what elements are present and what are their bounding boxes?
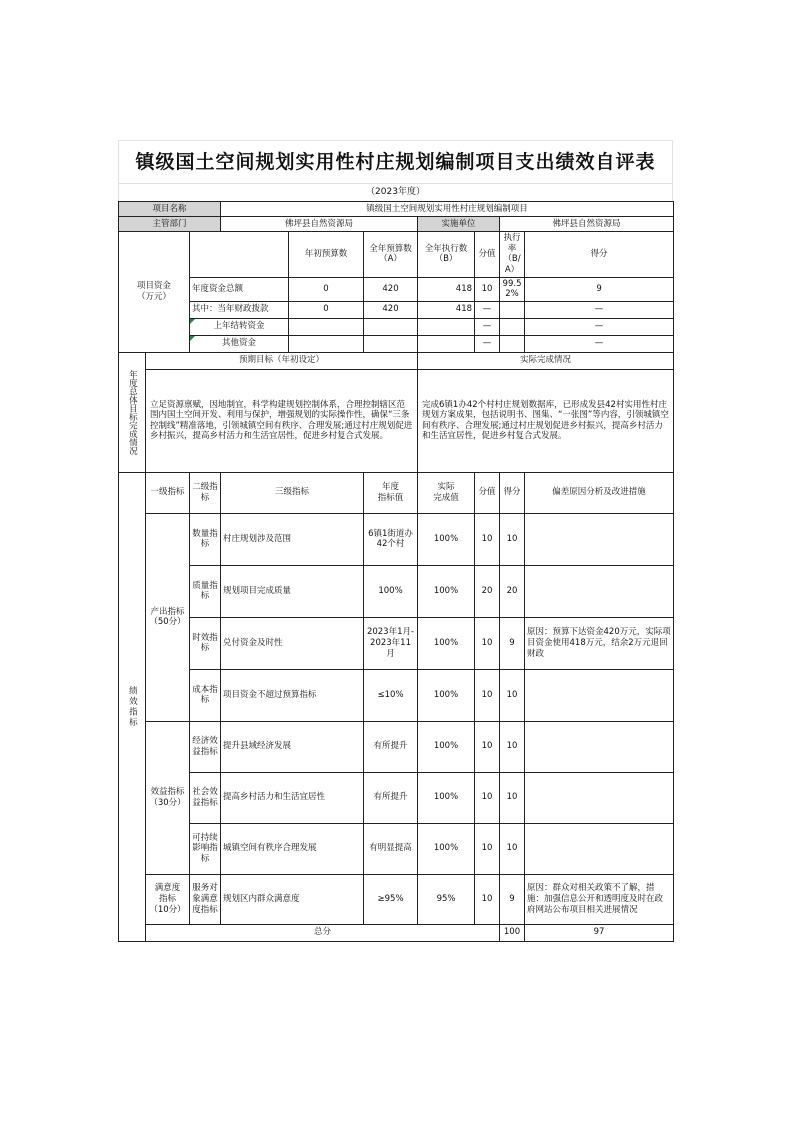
perf-target: 100% [364,565,418,617]
funds-row-rate [500,335,525,352]
dept-value: 佛坪县自然资源局 [221,217,418,232]
funds-row-score: — [525,335,674,352]
perf-score: 9 [500,874,525,924]
perf-group-benefit: 效益指标 （30分） [146,721,190,874]
funds-row-rate: 99.52% [500,277,525,301]
perf-reason [525,772,674,823]
goals-expected-header: 预期目标（年初设定） [146,352,418,369]
funds-label-text: 项目资金 （万元） [136,281,171,302]
funds-row-exec: 418 [418,277,475,301]
year-label: （2023年度） [118,183,673,201]
perf-score-val: 10 [475,513,500,565]
funds-row-name: 其中：当年财政拨款 [190,301,289,318]
perf-level2: 服务对象满意度指标 [190,874,221,924]
goals-label-text: 年度总体目标完成情况 [127,369,138,455]
perf-target: 2023年1月- 2023年11月 [364,617,418,669]
funds-row-exec: 418 [418,301,475,318]
funds-row-init: 0 [289,277,364,301]
funds-row-budget: 420 [364,301,418,318]
funds-row-init [289,318,364,335]
total-label: 总分 [146,924,500,941]
perf-target: ≤10% [364,669,418,721]
perf-score-val: 10 [475,669,500,721]
perf-level2: 社会效益指标 [190,772,221,823]
evaluation-table [118,201,674,942]
funds-blank-header [190,232,289,278]
funds-row-score-val: 10 [475,277,500,301]
funds-row-name: 其他资金 [190,335,289,352]
perf-score: 10 [500,669,525,721]
perf-header-target: 年度 指标值 [364,472,418,513]
perf-score-val: 10 [475,874,500,924]
perf-label [119,472,146,941]
funds-row-score: 9 [525,277,674,301]
perf-score-val: 10 [475,772,500,823]
perf-header-level1: 一级指标 [146,472,190,513]
perf-header-score-val: 分值 [475,472,500,513]
perf-reason [525,721,674,772]
funds-header-score: 得分 [525,232,674,278]
funds-row-init: 0 [289,301,364,318]
perf-target: 有明显提高 [364,823,418,874]
goals-expected-text: 立足资源禀赋，因地制宜，科学构建规划控制体系，合理控制辖区范围内国土空间开发、利用与保护，增强规划的实际操作性，确保“三条控制线”精准落地，引领城镇空间有秩序、合理发展;通过村庄规划促进乡村振兴，提高乡村活力和生活宜居性，促进乡村复合式发展。 [146,369,418,472]
perf-actual: 100% [418,617,475,669]
funds-row-exec [418,318,475,335]
perf-score-val: 10 [475,617,500,669]
funds-row-rate [500,301,525,318]
project-name-label: 项目名称 [119,202,221,217]
funds-row-score-val: — [475,318,500,335]
goals-actual-header: 实际完成情况 [418,352,674,369]
funds-row-budget [364,335,418,352]
perf-level3: 规划项目完成质量 [221,565,364,617]
perf-target: 有所提升 [364,721,418,772]
perf-level2: 数量指标 [190,513,221,565]
perf-reason [525,565,674,617]
perf-group-satisfaction: 满意度 指标 （10分） [146,874,190,924]
perf-score: 10 [500,513,525,565]
funds-row-score: — [525,318,674,335]
perf-reason: 原因：群众对相关政策不了解，措施：加强信息公开和透明度及时在政府网站公布项目相关进展情况 [525,874,674,924]
impl-unit-label: 实施单位 [418,217,500,232]
funds-row-exec [418,335,475,352]
project-name-value: 镇级国土空间规划实用性村庄规划编制项目 [221,202,674,217]
perf-target: 有所提升 [364,772,418,823]
perf-score: 10 [500,721,525,772]
perf-group-output: 产出指标 （50分） [146,513,190,721]
funds-row-score: — [525,301,674,318]
perf-level2: 成本指标 [190,669,221,721]
perf-level2: 时效指标 [190,617,221,669]
perf-score-val: 20 [475,565,500,617]
perf-header-level2: 二级指标 [190,472,221,513]
perf-label-text: 绩效指标 [127,685,138,728]
perf-level2: 可持续影响指标 [190,823,221,874]
perf-header-actual: 实际 完成值 [418,472,475,513]
funds-row-budget: 420 [364,277,418,301]
perf-score: 10 [500,772,525,823]
funds-row-rate [500,318,525,335]
perf-actual: 100% [418,772,475,823]
perf-actual: 95% [418,874,475,924]
funds-header-budget: 全年预算数 （A） [364,232,418,278]
perf-score: 9 [500,617,525,669]
perf-level3: 规划区内群众满意度 [221,874,364,924]
impl-unit-value: 佛坪县自然资源局 [500,217,674,232]
funds-header-init: 年初预算数 [289,232,364,278]
perf-level3: 城镇空间有秩序合理发展 [221,823,364,874]
funds-label [119,232,190,353]
funds-row-score-val: — [475,301,500,318]
perf-level3: 村庄规划涉及范围 [221,513,364,565]
goals-actual-text: 完成6镇1办42个村村庄规划数据库，已形成发县42村实用性村庄规划方案成果，包括说明书、图集、“一张图”等内容，引领城镇空间有秩序、合理发展;通过村庄规划促进乡村振兴，提高乡村活力和生活宜居性，促进乡村复合式发展。 [418,369,674,472]
perf-level3: 提高乡村活力和生活宜居性 [221,772,364,823]
perf-level3: 兑付资金及时性 [221,617,364,669]
perf-level2: 质量指标 [190,565,221,617]
funds-row-name: 年度资金总额 [190,277,289,301]
perf-actual: 100% [418,823,475,874]
perf-level3: 提升县域经济发展 [221,721,364,772]
funds-header-score-val: 分值 [475,232,500,278]
goals-label [119,352,146,472]
perf-score: 20 [500,565,525,617]
perf-header-score: 得分 [500,472,525,513]
dept-label: 主管部门 [119,217,221,232]
funds-header-exec: 全年执行数 （B） [418,232,475,278]
perf-header-level3: 三级指标 [221,472,364,513]
total-score: 97 [525,924,674,941]
perf-target: ≥95% [364,874,418,924]
perf-level3: 项目资金不超过预算指标 [221,669,364,721]
perf-actual: 100% [418,669,475,721]
evaluation-sheet [118,140,673,942]
perf-actual: 100% [418,513,475,565]
perf-score-val: 10 [475,823,500,874]
perf-reason [525,823,674,874]
perf-score: 10 [500,823,525,874]
funds-row-budget [364,318,418,335]
page-title: 镇级国土空间规划实用性村庄规划编制项目支出绩效自评表 [118,140,673,183]
perf-reason [525,513,674,565]
perf-actual: 100% [418,721,475,772]
perf-reason: 原因：预算下达资金420万元，实际项目资金使用418万元，结余2万元退回财政 [525,617,674,669]
funds-row-score-val: — [475,335,500,352]
funds-row-init [289,335,364,352]
perf-target: 6镇1街道办 42个村 [364,513,418,565]
total-score-val: 100 [500,924,525,941]
perf-actual: 100% [418,565,475,617]
perf-reason [525,669,674,721]
perf-score-val: 10 [475,721,500,772]
perf-level2: 经济效益指标 [190,721,221,772]
perf-header-reason: 偏差原因分析及改进措施 [525,472,674,513]
funds-row-name: 上年结转资金 [190,318,289,335]
funds-header-rate: 执行率 （B/A） [500,232,525,278]
